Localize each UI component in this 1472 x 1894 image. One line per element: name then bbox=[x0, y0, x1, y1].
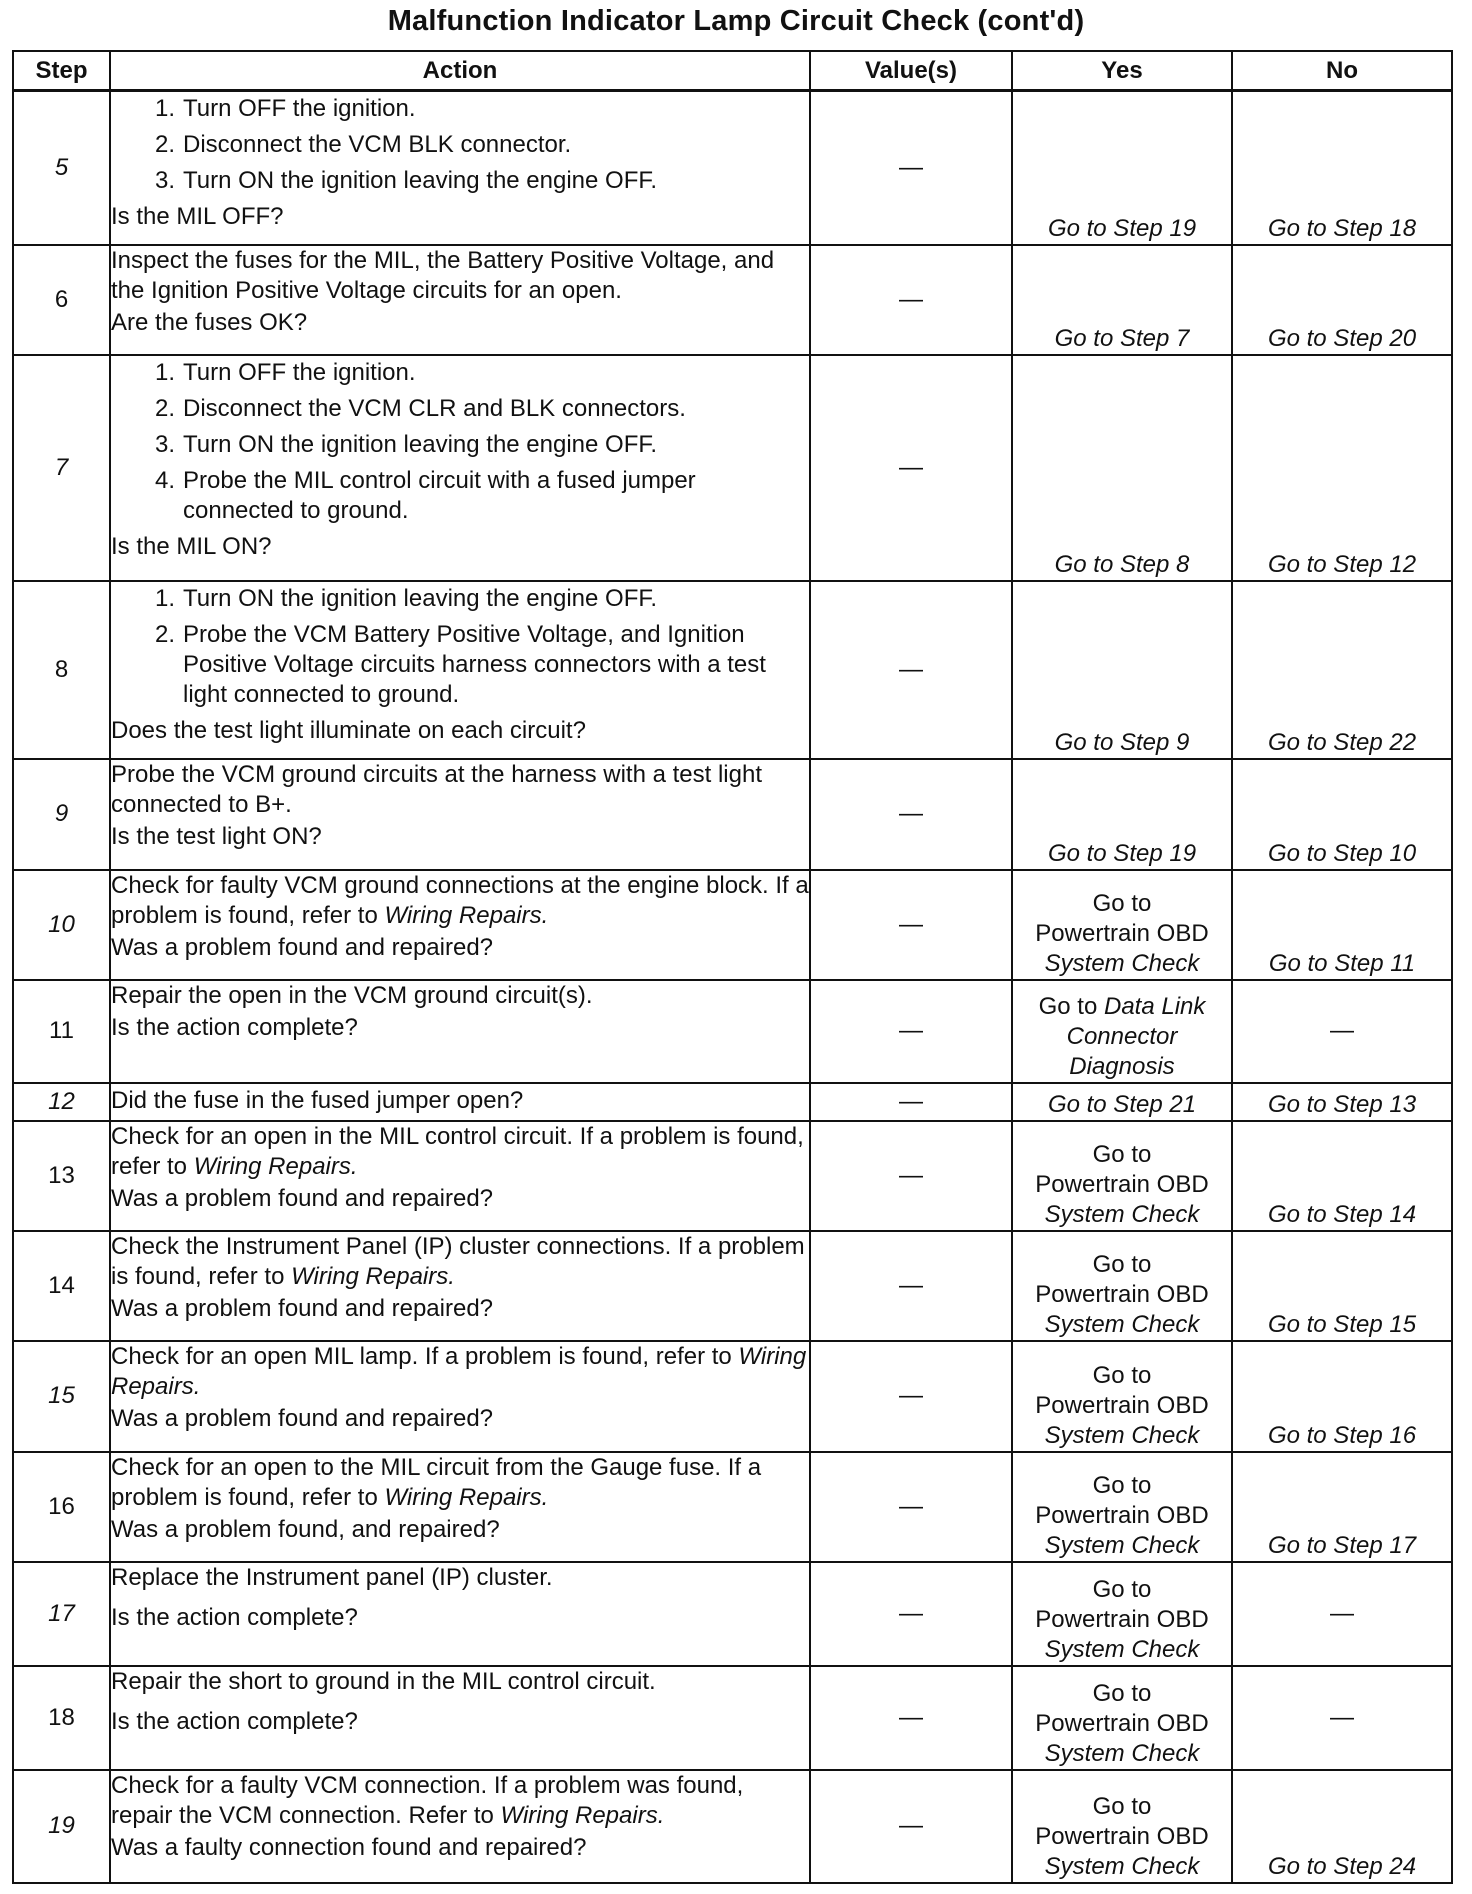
action-question: Was a problem found and repaired? bbox=[111, 1404, 494, 1432]
yes-cell: Go to Step 8 bbox=[1012, 355, 1232, 581]
no-cell: Go to Step 10 bbox=[1232, 759, 1452, 870]
step-number: 5 bbox=[13, 91, 110, 245]
no-cell: — bbox=[1232, 1562, 1452, 1666]
step-number: 6 bbox=[13, 245, 110, 355]
step-number: 14 bbox=[13, 1231, 110, 1341]
action-cell bbox=[110, 1121, 810, 1231]
action-cell bbox=[110, 870, 810, 980]
value-cell: — bbox=[810, 1562, 1012, 1666]
wiring-repairs-ref: Wiring Repairs. bbox=[193, 1152, 358, 1180]
no-cell: Go to Step 18 bbox=[1232, 91, 1452, 245]
value-cell: — bbox=[810, 1231, 1012, 1341]
yes-cell: Go to Step 21 bbox=[1012, 1083, 1232, 1121]
action-question: Is the action complete? bbox=[111, 1603, 358, 1631]
action-text: Repair the short to ground in the MIL control circuit. bbox=[111, 1667, 656, 1695]
action-cell bbox=[110, 1770, 810, 1883]
action-cell bbox=[110, 1666, 810, 1770]
value-cell: — bbox=[810, 1083, 1012, 1121]
no-cell: Go to Step 17 bbox=[1232, 1452, 1452, 1562]
action-substep: Turn OFF the ignition. bbox=[183, 95, 416, 122]
yes-cell: Go to Powertrain OBD System Check bbox=[1012, 1562, 1232, 1666]
action-cell: 1. Turn ON the ignition leaving the engine OFF. 2. Probe the VCM Battery Positive Voltage, and Ignition Positive Voltage circuits harness connectors with a test light connected to ground. Does the test light illuminate on each circuit? bbox=[110, 581, 810, 759]
table-row bbox=[13, 1562, 1452, 1666]
action-substep: Disconnect the VCM CLR and BLK connectors. bbox=[183, 394, 686, 422]
value-cell: — bbox=[810, 245, 1012, 355]
action-question: Was a problem found, and repaired? bbox=[111, 1515, 500, 1543]
action-text: Check for an open MIL lamp. If a problem is found, refer to Wiring Repairs. bbox=[111, 1342, 807, 1400]
action-substep: Turn ON the ignition leaving the engine OFF. bbox=[183, 167, 658, 194]
value-cell: — bbox=[810, 870, 1012, 980]
value-cell: — bbox=[810, 1666, 1012, 1770]
action-text: Check for a faulty VCM connection. If a problem was found, repair the VCM connection. Refer to Wiring Repairs. bbox=[111, 1771, 744, 1829]
yes-cell: Go to Powertrain OBD System Check bbox=[1012, 1121, 1232, 1231]
header-yes: Yes bbox=[1012, 51, 1232, 91]
value-cell: — bbox=[810, 1452, 1012, 1562]
action-text: Repair the open in the VCM ground circuit(s). bbox=[111, 981, 593, 1009]
header-action: Action bbox=[110, 51, 810, 91]
table-header-row bbox=[13, 51, 1452, 91]
step-number: 17 bbox=[13, 1562, 110, 1666]
yes-cell: Go to Step 9 bbox=[1012, 581, 1232, 759]
action-question: Is the MIL OFF? bbox=[111, 203, 284, 230]
action-question: Is the action complete? bbox=[111, 1707, 358, 1735]
value-cell: — bbox=[810, 759, 1012, 870]
step-number: 19 bbox=[13, 1770, 110, 1883]
yes-cell: Go to Step 7 bbox=[1012, 245, 1232, 355]
step-number: 10 bbox=[13, 870, 110, 980]
action-text: Probe the VCM ground circuits at the harness with a test light connected to B+. bbox=[111, 760, 762, 818]
header-step: Step bbox=[13, 51, 110, 91]
action-substep: Turn ON the ignition leaving the engine OFF. bbox=[183, 584, 658, 612]
value-cell: — bbox=[810, 355, 1012, 581]
action-question: Was a problem found and repaired? bbox=[111, 1294, 494, 1322]
action-text: Check for faulty VCM ground connections at the engine block. If a problem is found, refer to Wiring Repairs. bbox=[111, 871, 809, 929]
action-question: Is the MIL ON? bbox=[111, 532, 272, 560]
yes-cell: Go to Powertrain OBD System Check bbox=[1012, 1666, 1232, 1770]
step-number: 7 bbox=[13, 355, 110, 581]
value-cell: — bbox=[810, 1770, 1012, 1883]
yes-cell: Go to Step 19 bbox=[1012, 759, 1232, 870]
action-cell bbox=[110, 1341, 810, 1452]
page-title: Malfunction Indicator Lamp Circuit Check (cont'd) bbox=[387, 5, 1085, 37]
action-cell bbox=[110, 759, 810, 870]
action-substep: Probe the MIL control circuit with a fused jumper connected to ground. bbox=[183, 466, 696, 524]
table-row bbox=[13, 245, 1452, 355]
step-number: 12 bbox=[13, 1083, 110, 1121]
action-substep: Turn OFF the ignition. bbox=[183, 358, 416, 386]
step-number: 9 bbox=[13, 759, 110, 870]
step-number: 8 bbox=[13, 581, 110, 759]
value-cell: — bbox=[810, 581, 1012, 759]
table-row bbox=[13, 1666, 1452, 1770]
action-cell bbox=[110, 1231, 810, 1341]
no-cell: Go to Step 13 bbox=[1232, 1083, 1452, 1121]
table-row bbox=[13, 1341, 1452, 1452]
no-cell: Go to Step 14 bbox=[1232, 1121, 1452, 1231]
yes-cell: Go to Powertrain OBD System Check bbox=[1012, 1341, 1232, 1452]
action-text: Check for an open to the MIL circuit from the Gauge fuse. If a problem is found, refer to Wiring Repairs. bbox=[111, 1453, 762, 1511]
table-row bbox=[13, 870, 1452, 980]
action-question: Is the action complete? bbox=[111, 1013, 358, 1041]
no-cell: — bbox=[1232, 980, 1452, 1083]
no-cell: Go to Step 20 bbox=[1232, 245, 1452, 355]
step-number: 11 bbox=[13, 980, 110, 1083]
action-text: Did the fuse in the fused jumper open? bbox=[111, 1086, 524, 1114]
no-cell: Go to Step 22 bbox=[1232, 581, 1452, 759]
table-row bbox=[13, 1452, 1452, 1562]
step-number: 15 bbox=[13, 1341, 110, 1452]
action-substep: Probe the VCM Battery Positive Voltage, and Ignition Positive Voltage circuits harness connectors with a test light connected to ground. bbox=[183, 620, 766, 708]
action-question: Was a problem found and repaired? bbox=[111, 1184, 494, 1212]
value-cell: — bbox=[810, 91, 1012, 245]
yes-cell: Go to Powertrain OBD System Check bbox=[1012, 1231, 1232, 1341]
step-number: 13 bbox=[13, 1121, 110, 1231]
no-cell: Go to Step 16 bbox=[1232, 1341, 1452, 1452]
step-number: 18 bbox=[13, 1666, 110, 1770]
value-cell: — bbox=[810, 1341, 1012, 1452]
wiring-repairs-ref: Wiring Repairs. bbox=[111, 1342, 807, 1400]
action-question: Is the test light ON? bbox=[111, 822, 322, 850]
header-values: Value(s) bbox=[810, 51, 1012, 91]
no-cell: Go to Step 15 bbox=[1232, 1231, 1452, 1341]
action-cell bbox=[110, 245, 810, 355]
yes-cell: Go to Powertrain OBD System Check bbox=[1012, 1452, 1232, 1562]
table-row bbox=[13, 355, 1452, 581]
yes-cell: Go to Powertrain OBD System Check bbox=[1012, 1770, 1232, 1883]
no-cell: Go to Step 24 bbox=[1232, 1770, 1452, 1883]
action-question: Was a faulty connection found and repaired? bbox=[111, 1833, 587, 1861]
yes-cell: Go to Data Link Connector Diagnosis bbox=[1012, 980, 1232, 1083]
table-row bbox=[13, 1770, 1452, 1883]
table-row bbox=[13, 1121, 1452, 1231]
table-row bbox=[13, 1231, 1452, 1341]
table-row bbox=[13, 759, 1452, 870]
action-text: Replace the Instrument panel (IP) cluster. bbox=[111, 1563, 553, 1591]
no-cell: — bbox=[1232, 1666, 1452, 1770]
action-substep: Disconnect the VCM BLK connector. bbox=[183, 131, 572, 158]
wiring-repairs-ref: Wiring Repairs. bbox=[500, 1801, 665, 1829]
action-substep: Turn ON the ignition leaving the engine OFF. bbox=[183, 430, 658, 458]
action-cell: 1. Turn OFF the ignition. 2. Disconnect the VCM BLK connector. 3. Turn ON the ignition leaving the engine OFF. Is the MIL OFF? bbox=[110, 91, 810, 245]
header-no: No bbox=[1232, 51, 1452, 91]
action-cell bbox=[110, 1452, 810, 1562]
action-text: Check the Instrument Panel (IP) cluster connections. If a problem is found, refer to Wiring Repairs. bbox=[111, 1232, 805, 1290]
table-row bbox=[13, 980, 1452, 1083]
action-text: Check for an open in the MIL control circuit. If a problem is found, refer to Wiring Repairs. bbox=[111, 1122, 804, 1180]
diagnostic-table bbox=[12, 50, 1453, 1884]
action-question: Are the fuses OK? bbox=[111, 308, 308, 336]
wiring-repairs-ref: Wiring Repairs. bbox=[384, 901, 549, 929]
no-cell: Go to Step 11 bbox=[1232, 870, 1452, 980]
action-cell bbox=[110, 1083, 810, 1121]
no-cell: Go to Step 12 bbox=[1232, 355, 1452, 581]
wiring-repairs-ref: Wiring Repairs. bbox=[384, 1483, 549, 1511]
wiring-repairs-ref: Wiring Repairs. bbox=[291, 1262, 455, 1290]
action-cell: 1. Turn OFF the ignition. 2. Disconnect the VCM CLR and BLK connectors. 3. Turn ON the ignition leaving the engine OFF. 4. Probe the MIL control circuit with a fused jumper connected to ground. Is the MIL ON? bbox=[110, 355, 810, 581]
table-row bbox=[13, 1083, 1452, 1121]
value-cell: — bbox=[810, 1121, 1012, 1231]
yes-cell: Go to Step 19 bbox=[1012, 91, 1232, 245]
action-question: Was a problem found and repaired? bbox=[111, 933, 494, 961]
value-cell: — bbox=[810, 980, 1012, 1083]
action-text: Inspect the fuses for the MIL, the Battery Positive Voltage, and the Ignition Positive Voltage circuits for an open. bbox=[111, 246, 775, 304]
yes-cell: Go to Powertrain OBD System Check bbox=[1012, 870, 1232, 980]
table-row bbox=[13, 91, 1452, 245]
action-cell bbox=[110, 980, 810, 1083]
action-question: Does the test light illuminate on each circuit? bbox=[111, 716, 586, 744]
step-number: 16 bbox=[13, 1452, 110, 1562]
table-row bbox=[13, 581, 1452, 759]
action-cell bbox=[110, 1562, 810, 1666]
